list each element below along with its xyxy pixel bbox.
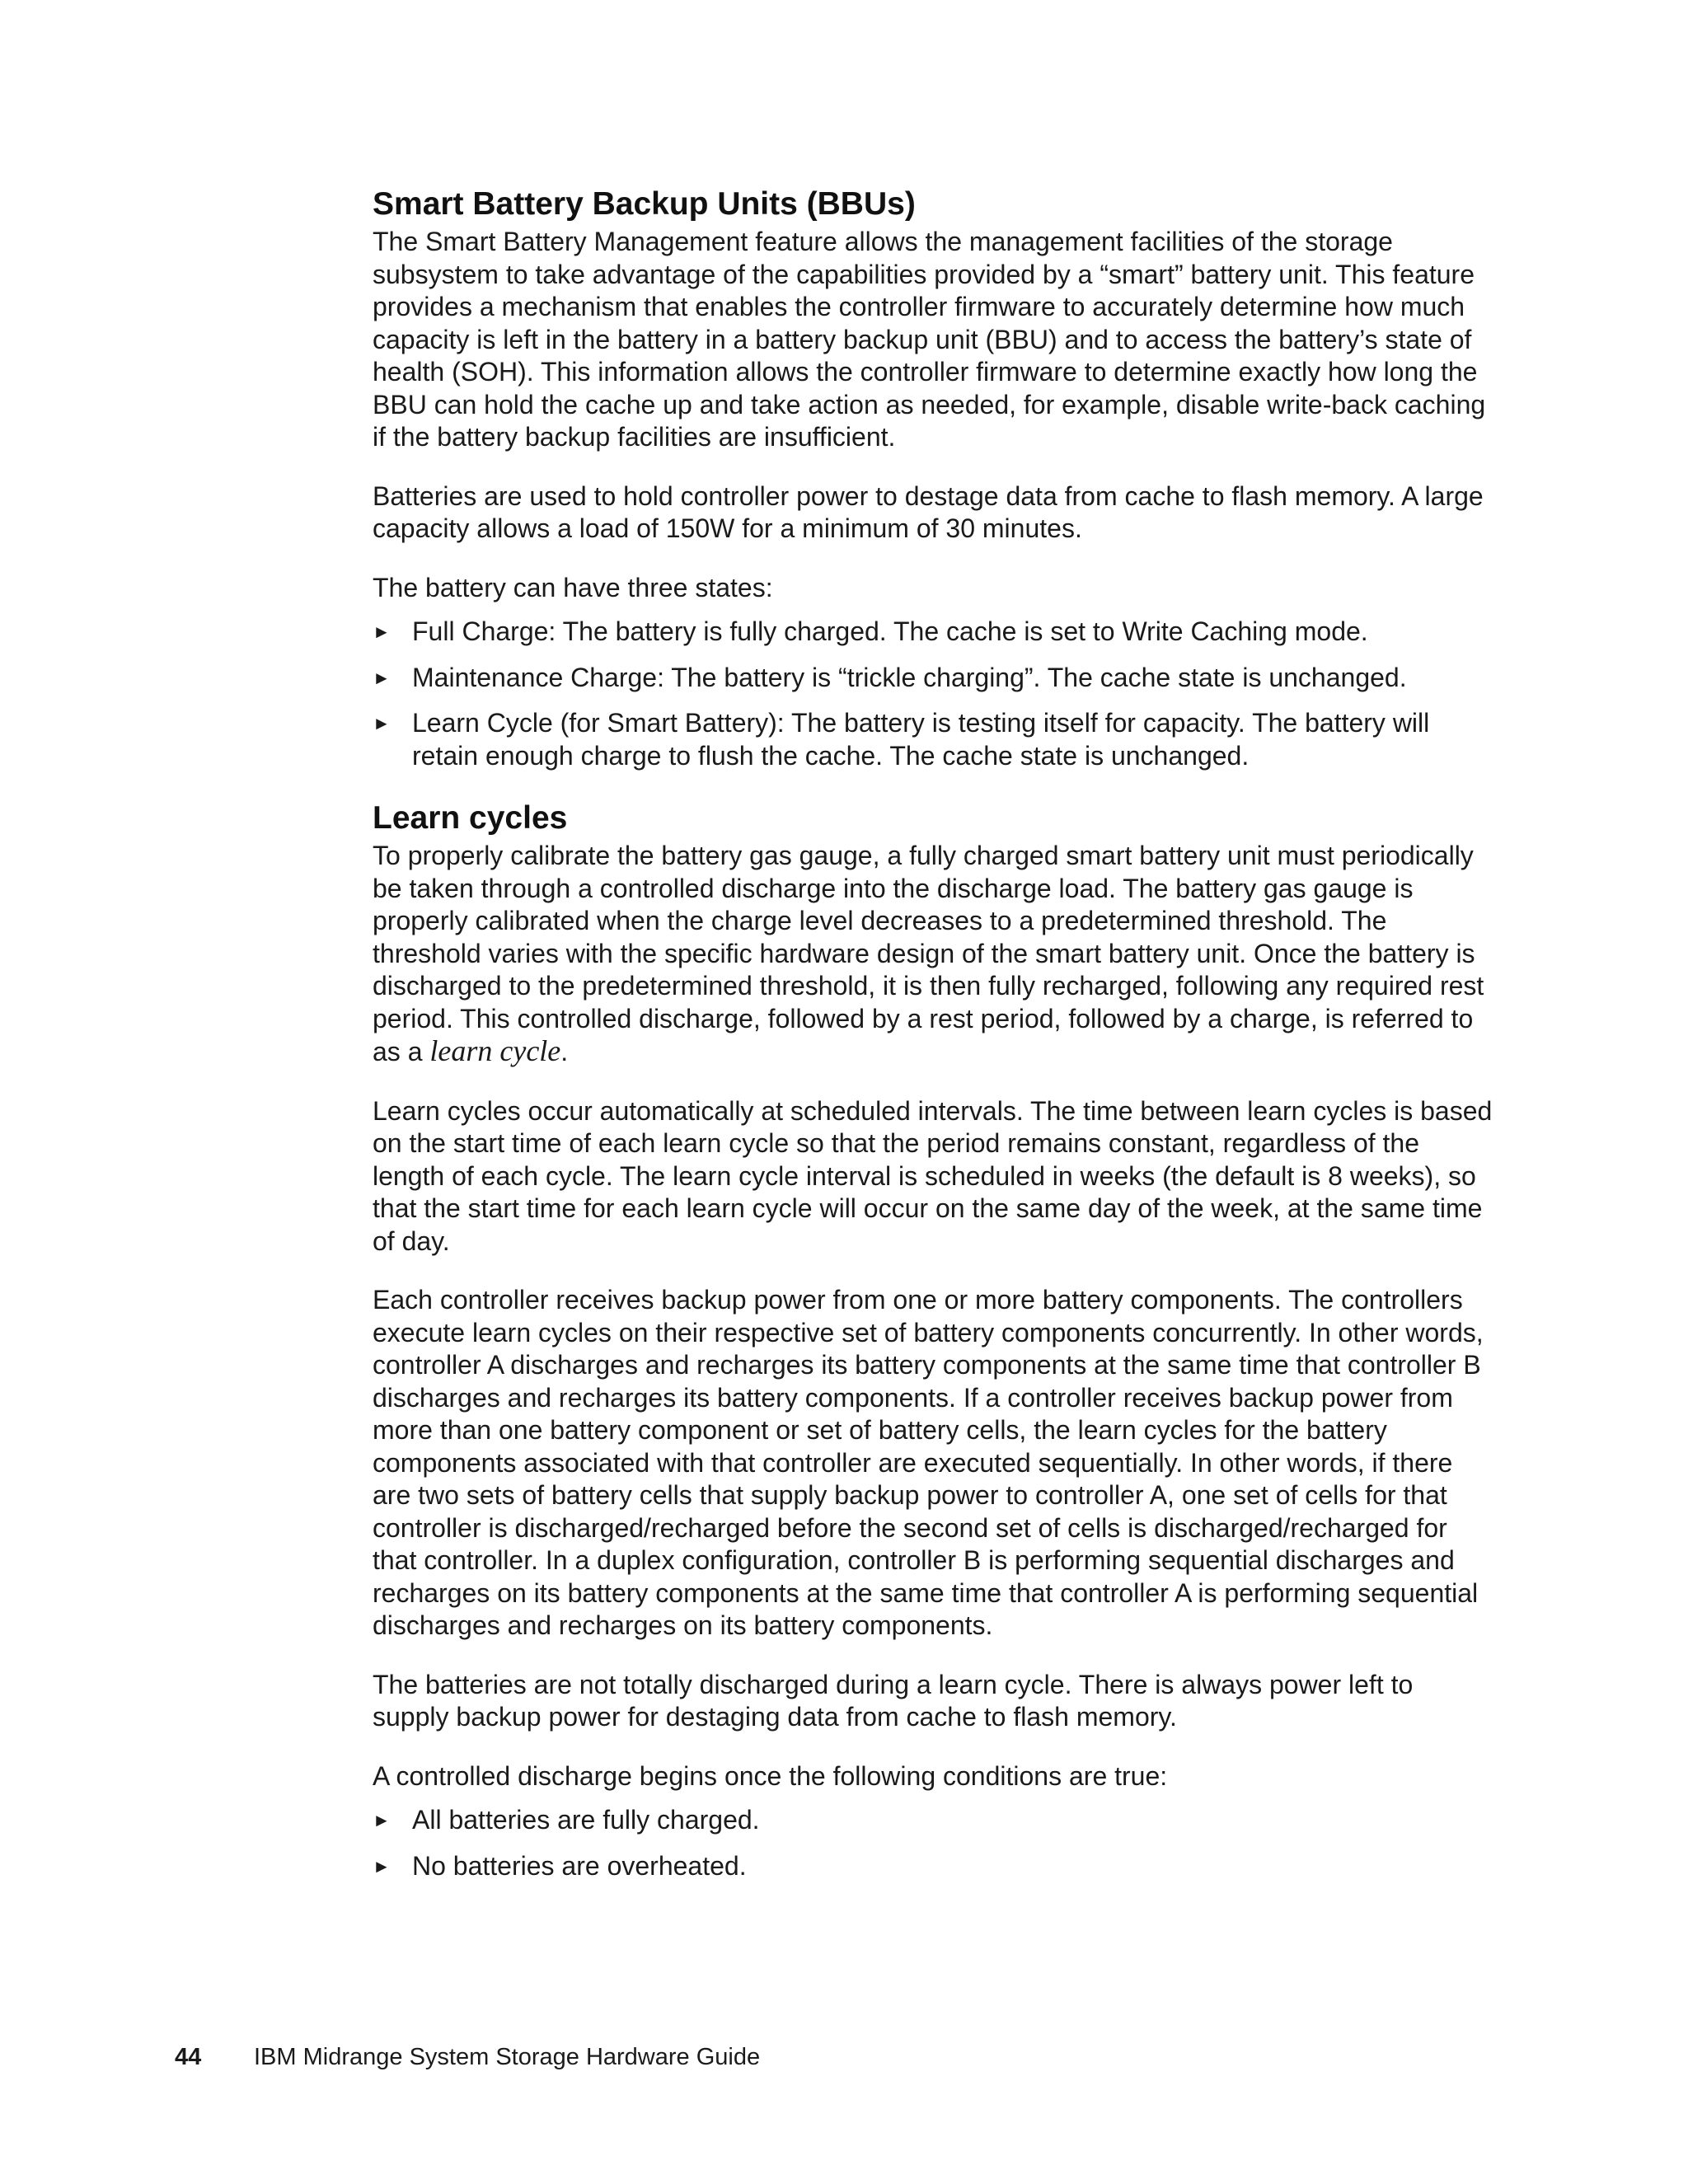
list-item (373, 662, 1493, 695)
paragraph: The battery can have three states: (373, 572, 773, 602)
paragraph-text: To properly calibrate the battery gas gauge, a fully charged smart battery unit must periodically be taken through a controlled discharge into the discharge load. The battery gas gauge is properly calibrated when the charge level decreases to a predetermined threshold. The threshold varies with the specific hardware design of the smart battery unit. Once the battery is discharged to the predetermined threshold, it is then fully recharged, following any required rest period. This controlled discharge, followed by a rest period, followed by a charge, is referred to as a (373, 841, 1484, 1066)
paragraph: A controlled discharge begins once the following conditions are true: (373, 1760, 1168, 1791)
page-body (373, 185, 1493, 1909)
discharge-conditions-list (373, 1804, 1493, 1882)
triangle-right-icon: ► (373, 621, 391, 642)
list-item (373, 1850, 1493, 1883)
list-item-text: Maintenance Charge: The battery is “trickle charging”. The cache state is unchanged. (412, 662, 1407, 692)
paragraph: The Smart Battery Management feature allows the management facilities of the storage subsystem to take advantage of the capabilities provided by a “smart” battery unit. This feature provides a mechanism that enables the controller firmware to accurately determine how much capacity is left in the battery in a battery backup unit (BBU) and to access the battery’s state of health (SOH). This information allows the controller firmware to determine exactly how long the BBU can hold the cache up and take action as needed, for example, disable write-back caching if the battery backup facilities are insufficient. (373, 227, 1486, 452)
list-item-text: All batteries are fully charged. (412, 1805, 760, 1835)
defined-term: learn cycle (429, 1034, 561, 1067)
section-heading-smart-bbu: Smart Battery Backup Units (BBUs) (373, 186, 916, 222)
paragraph (373, 840, 1493, 1069)
paragraph: The batteries are not totally discharged during a learn cycle. There is always power left to supply backup power for destaging data from cache to flash memory. (373, 1669, 1414, 1732)
list-item-text: No batteries are overheated. (412, 1850, 747, 1881)
book-title: IBM Midrange System Storage Hardware Guide (254, 2044, 761, 2070)
list-item (373, 1804, 1493, 1837)
list-item-text: Full Charge: The battery is fully charged. The cache is set to Write Caching mode. (412, 616, 1368, 646)
triangle-right-icon: ► (373, 1810, 391, 1830)
section-heading-learn-cycles: Learn cycles (373, 800, 568, 836)
triangle-right-icon: ► (373, 1855, 391, 1877)
list-item (373, 707, 1493, 772)
battery-states-list (373, 616, 1493, 772)
triangle-right-icon: ► (373, 713, 391, 733)
triangle-right-icon: ► (373, 667, 391, 688)
paragraph-text: . (560, 1037, 569, 1066)
paragraph: Batteries are used to hold controller power to destage data from cache to flash memory. A large capacity allows a load of 150W for a minimum of 30 minutes. (373, 480, 1484, 543)
page-footer (175, 2042, 760, 2072)
list-item-text: Learn Cycle (for Smart Battery): The battery is testing itself for capacity. The battery will retain enough charge to flush the cache. The cache state is unchanged. (412, 708, 1430, 771)
paragraph: Each controller receives backup power from one or more battery components. The controllers execute learn cycles on their respective set of battery components concurrently. In other words, controller A discharges and recharges its battery components at the same time that controller B discharges and recharges its battery components. If a controller receives backup power from more than one battery component or set of battery cells, the learn cycles for the battery components associated with that controller are executed sequentially. In other words, if there are two sets of battery cells that supply backup power to controller A, one set of cells for that controller is discharged/recharged before the second set of cells is discharged/recharged for that controller. In a duplex configuration, controller B is performing sequential discharges and recharges on its battery components at the same time that controller A is performing sequential discharges and recharges on its battery components. (373, 1285, 1484, 1640)
paragraph: Learn cycles occur automatically at scheduled intervals. The time between learn cycles is based on the start time of each learn cycle so that the period remains constant, regardless of the length of each cycle. The learn cycle interval is scheduled in weeks (the default is 8 weeks), so that the start time for each learn cycle will occur on the same day of the week, at the same time of day. (373, 1095, 1493, 1256)
list-item (373, 616, 1493, 649)
page-number: 44 (175, 2044, 202, 2070)
